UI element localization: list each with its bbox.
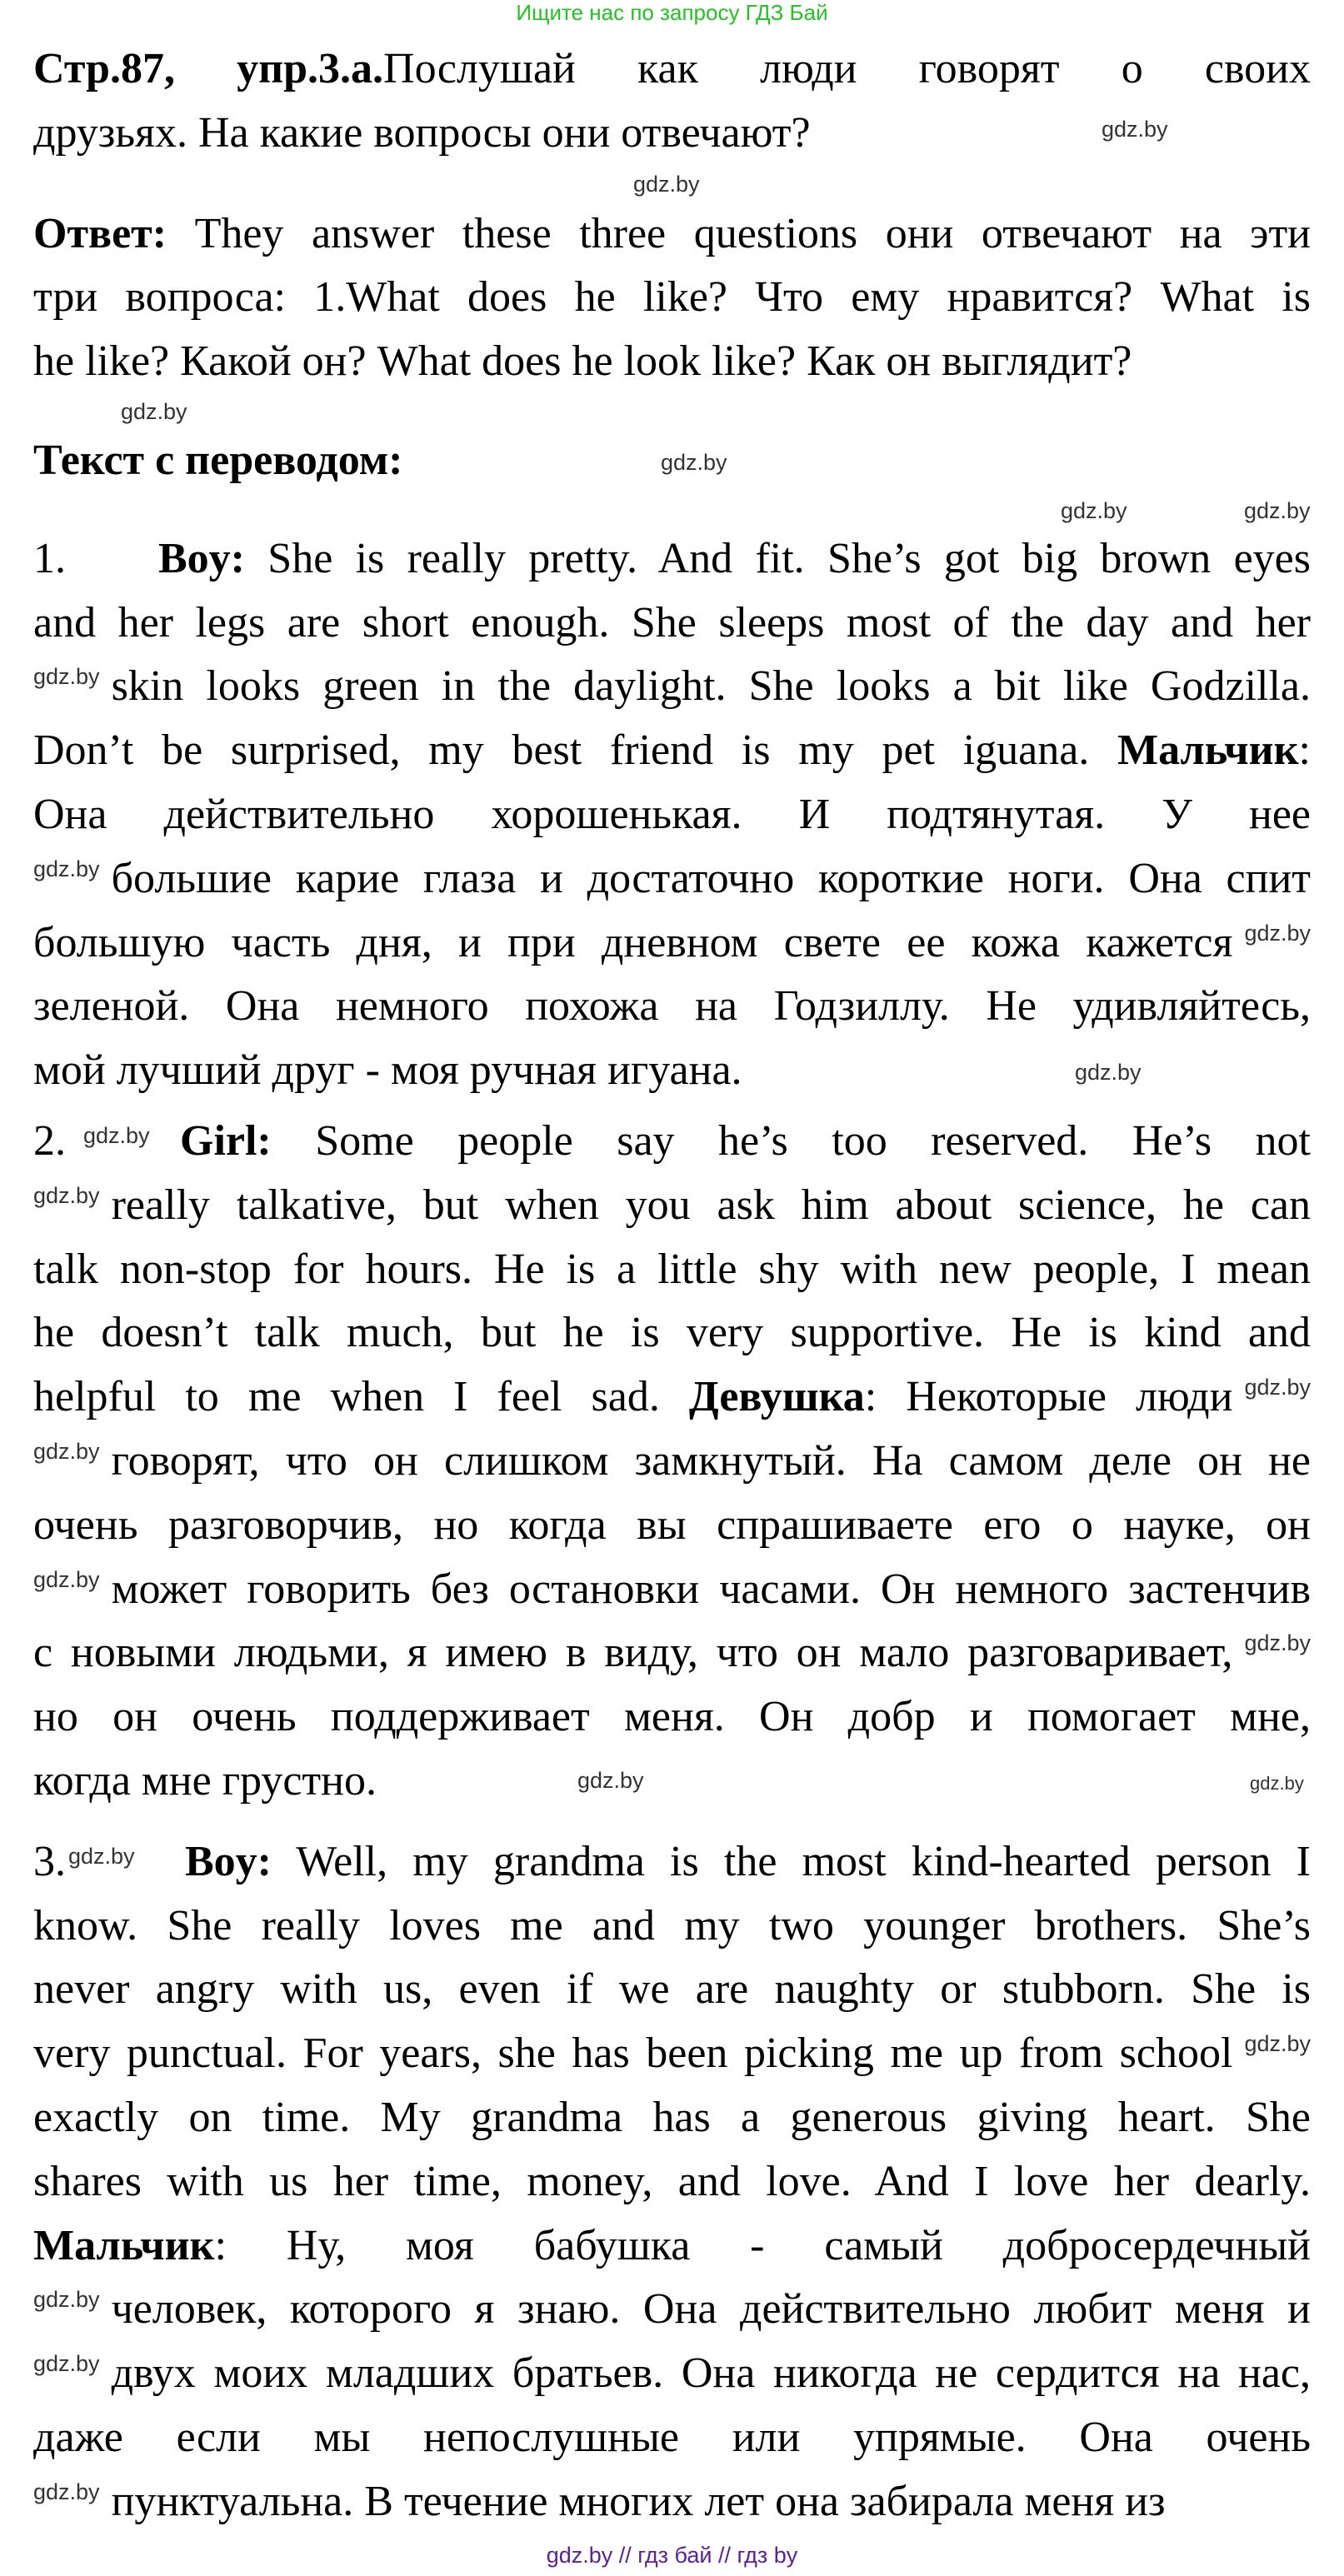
bold-text: Мальчик (33, 2221, 215, 2269)
bold-text: Текст с переводом: (33, 436, 403, 484)
bold-text: Мальчик (1117, 726, 1299, 775)
text-segment: Don’t be surprised, my best friend is my pet iguana. (33, 726, 1118, 775)
text-line (33, 1830, 1311, 1895)
item-number: 1. (33, 534, 66, 582)
text-line (33, 527, 1311, 592)
text-segment: когда мне грустно. (33, 1756, 377, 1805)
text-paragraph-3 (33, 1830, 1311, 2534)
text-line (33, 330, 1132, 394)
text-line (33, 847, 1311, 911)
text-segment: может говорить без остановки часами. Он немного застенчив (111, 1565, 1311, 1613)
text-line (33, 1365, 1311, 1430)
text-line (33, 1110, 1311, 1174)
text-segment: Some people say he’s too reserved. He’s not (271, 1116, 1311, 1165)
watermark: gdz.by (83, 1123, 150, 1149)
text-line (33, 2342, 1311, 2406)
text-segment: очень разговорчив, но когда вы спрашиваете его о науке, он (33, 1500, 1311, 1549)
text-segment: exactly on time. My grandma has a generous giving heart. She (33, 2093, 1311, 2141)
text-line (33, 1039, 742, 1103)
text-line (33, 592, 1311, 656)
text-line (33, 2278, 1311, 2342)
text-segment: большую часть дня, и при дневном свете ее кожа кажется (33, 918, 1233, 966)
text-line (33, 719, 1311, 783)
text-segment: They answer these three questions они отвечают на эти (167, 209, 1311, 257)
text-segment: зеленой. Она немного похожа на Годзиллу. Не удивляйтесь, (33, 982, 1311, 1031)
text-segment: he like? Какой он? What does he look like? Как он выглядит? (33, 337, 1132, 386)
text-segment: and her legs are short enough. She sleeps most of the day and her (33, 598, 1311, 646)
watermark: gdz.by (577, 1768, 644, 1793)
watermark: gdz.by (1244, 498, 1311, 523)
text-segment: друзьях. На какие вопросы они отвечают? (33, 108, 811, 157)
text-segment: he doesn’t talk much, but he is very supportive. He is kind and (33, 1309, 1311, 1357)
text-segment: даже если мы непослушные или упрямые. Она очень (33, 2413, 1311, 2461)
text-line (33, 102, 811, 166)
watermark: gdz.by (1250, 1773, 1304, 1794)
watermark: gdz.by (1061, 498, 1127, 523)
watermark: gdz.by (1102, 117, 1168, 142)
text-segment: большие карие глаза и достаточно короткие ноги. Она спит (111, 854, 1311, 902)
text-line (33, 429, 402, 493)
text-line (33, 1558, 1311, 1622)
text-line (33, 37, 1311, 102)
text-segment: helpful to me when I feel sad. (33, 1373, 689, 1421)
text-line (33, 1621, 1311, 1685)
watermark: gdz.by (121, 399, 187, 424)
text-line (33, 1750, 377, 1814)
text-line (33, 975, 1311, 1039)
text-line (33, 655, 1311, 719)
text-segment: talk non-stop for hours. He is a little shy with new people, I mean (33, 1245, 1311, 1293)
watermark: gdz.by (33, 1566, 100, 1592)
text-line (33, 2470, 1166, 2534)
watermark: gdz.by (33, 1182, 100, 1208)
search-banner[interactable]: Ищите нас по запросу ГДЗ Бай (516, 0, 828, 25)
text-line (33, 2214, 1311, 2279)
watermark: gdz.by (33, 1439, 100, 1465)
text-segment: shares with us her time, money, and love. And I love her dearly. (33, 2157, 1311, 2205)
watermark: gdz.by (33, 2287, 100, 2313)
item-number: 2. (33, 1116, 66, 1165)
text-segment: пунктуальна. В течение многих лет она забирала меня из (111, 2477, 1166, 2525)
text-segment: двух моих младших братьев. Она никогда не сердится на нас, (111, 2349, 1311, 2398)
text-segment: человек, которого я знаю. Она действительно любит меня и (111, 2285, 1311, 2334)
text-line (33, 2150, 1311, 2214)
text-line (33, 1301, 1311, 1365)
bold-text: Boy: (158, 534, 245, 582)
text-segment: know. She really loves me and my two younger brothers. She’s (33, 1901, 1311, 1949)
text-line (33, 1430, 1311, 1494)
watermark: gdz.by (1244, 920, 1311, 946)
watermark: gdz.by (33, 2351, 100, 2377)
text-line (33, 202, 1311, 267)
text-paragraph-1 (33, 527, 1311, 1103)
text-segment: Она действительно хорошенькая. И подтянутая. У нее (33, 790, 1311, 838)
watermark: gdz.by (1244, 1630, 1311, 1656)
answer-paragraph (33, 202, 1311, 394)
text-segment: с новыми людьми, я имею в виду, что он мало разговаривает, (33, 1629, 1233, 1677)
watermark: gdz.by (68, 1844, 135, 1870)
text-segment: : Некоторые люди (864, 1373, 1233, 1421)
text-line (33, 1958, 1311, 2022)
text-segment: : Ну, моя бабушка - самый добросердечный (214, 2221, 1311, 2269)
watermark: gdz.by (1244, 1375, 1311, 1400)
text-segment: говорят, что он слишком замкнутый. На самом деле он не (111, 1436, 1311, 1485)
text-segment: мой лучший друг - моя ручная игуана. (33, 1046, 742, 1095)
watermark: gdz.by (1075, 1060, 1142, 1085)
text-segment: : (1298, 726, 1311, 775)
text-line (33, 1494, 1311, 1558)
bold-text: Girl: (180, 1116, 272, 1165)
text-segment: very punctual. For years, she has been picking me up from school (33, 2029, 1233, 2078)
text-paragraph-2 (33, 1110, 1311, 1814)
text-segment: Послушай как люди говорят о своих (383, 45, 1311, 92)
watermark: gdz.by (661, 450, 727, 475)
text-line (33, 1685, 1311, 1750)
watermark: gdz.by (33, 664, 100, 690)
exercise-title (33, 37, 1311, 166)
watermark: gdz.by (33, 2479, 100, 2504)
text-segment: She is really pretty. And fit. She’s got big brown eyes (245, 534, 1311, 582)
document-content (33, 37, 1311, 2534)
watermark: gdz.by (1244, 2031, 1311, 2057)
item-number: 3. (33, 1837, 66, 1885)
text-segment: три вопроса: 1.What does he like? Что ему нравится? What is (33, 273, 1311, 322)
bold-text: Boy: (185, 1837, 272, 1885)
text-line (33, 2406, 1311, 2470)
text-segment: never angry with us, even if we are naughty or stubborn. She is (33, 1965, 1311, 2014)
text-line (33, 783, 1311, 847)
text-line (33, 2086, 1311, 2150)
bold-text: Ответ: (33, 209, 167, 257)
text-line (33, 1174, 1311, 1238)
footer-links[interactable]: gdz.by // гдз бай // гдз by (546, 2543, 798, 2568)
text-line (33, 2022, 1311, 2086)
text-line (33, 911, 1311, 976)
bold-text: Девушка (688, 1373, 865, 1421)
bold-text: Стр.87, упр.3.а. (33, 45, 384, 92)
text-line (33, 1895, 1311, 1959)
text-line (33, 1238, 1311, 1302)
text-segment: но он очень поддерживает меня. Он добр и помогает мне, (33, 1693, 1311, 1741)
text-segment: skin looks green in the daylight. She looks a bit like Godzilla. (111, 662, 1311, 711)
text-segment: Well, my grandma is the most kind-hearted person I (272, 1837, 1311, 1885)
watermark: gdz.by (633, 172, 700, 197)
watermark: gdz.by (33, 856, 100, 881)
text-line (33, 266, 1311, 330)
text-segment: really talkative, but when you ask him about science, he can (111, 1181, 1311, 1229)
